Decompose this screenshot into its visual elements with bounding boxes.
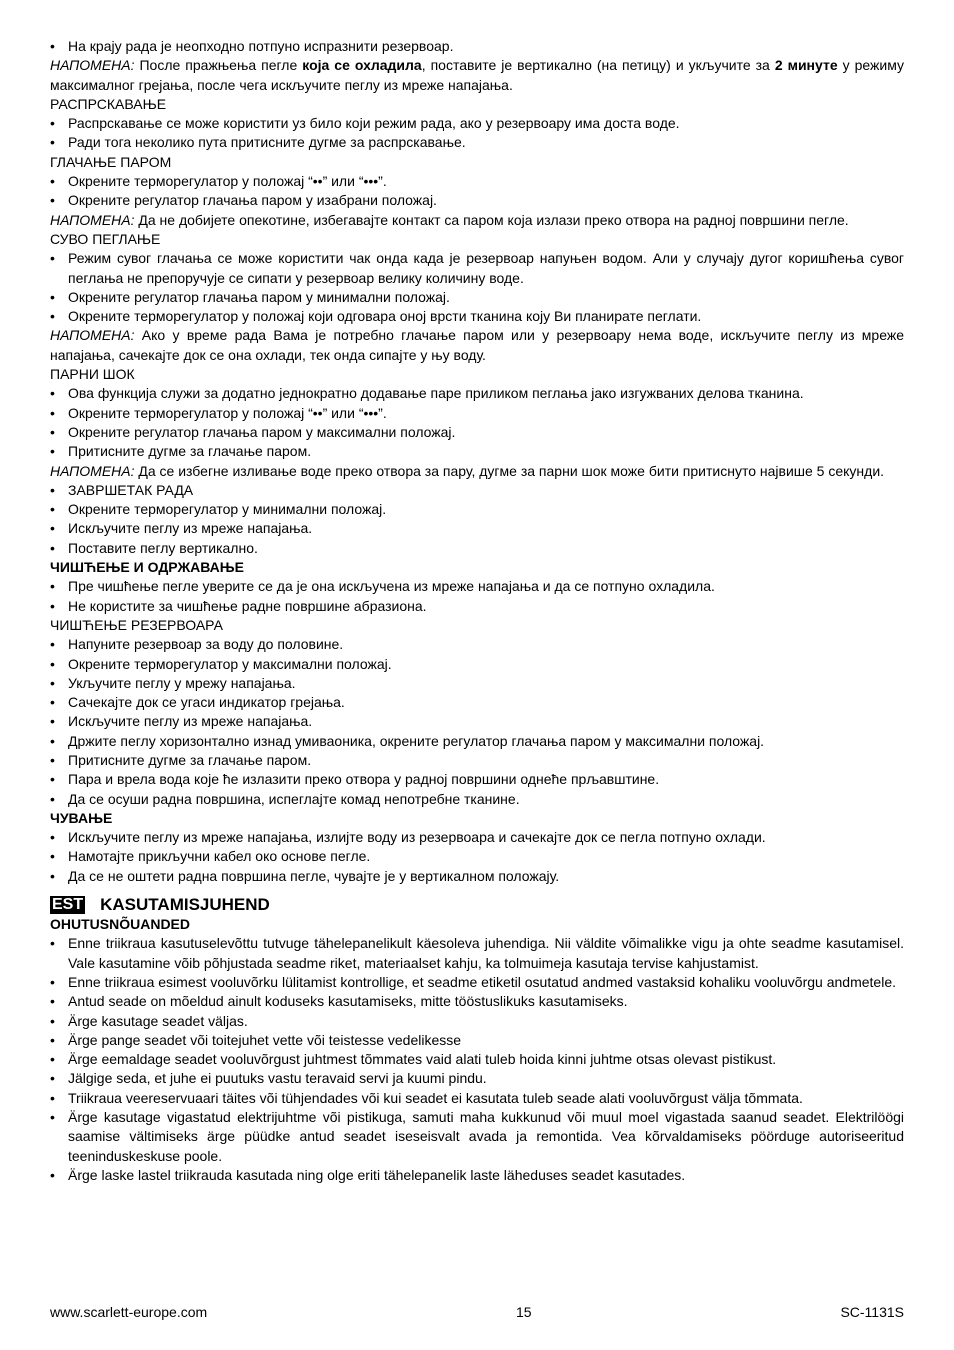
list-item-text: Ова функција служи за додатно једнократно додавање паре приликом пеглања јако изгужваних делова тканина. bbox=[68, 385, 804, 402]
list-item bbox=[50, 249, 904, 288]
list-item-text: Ärge eemaldage seadet vooluvõrgust juhtmest tõmmates vaid alati tuleb hoida kinni juhtme otsas olevast pistikust. bbox=[68, 1051, 777, 1068]
document-body bbox=[50, 37, 904, 1185]
bullet-glyph: • bbox=[50, 1109, 55, 1126]
bullet-glyph: • bbox=[50, 308, 55, 325]
section-heading-steam: ГЛАЧАЊЕ ПАРОМ bbox=[50, 153, 172, 170]
list-steam-shock bbox=[50, 384, 904, 461]
bullet-glyph: • bbox=[50, 250, 55, 267]
bullet-glyph: • bbox=[50, 674, 55, 691]
list-item bbox=[50, 519, 904, 538]
list-item bbox=[50, 973, 904, 992]
bullet-glyph: • bbox=[50, 539, 55, 556]
bullet-glyph: • bbox=[50, 751, 55, 768]
list-item-text: Ärge kasutage seadet väljas. bbox=[68, 1012, 248, 1029]
language-badge: EST bbox=[52, 896, 84, 914]
note-paragraph: НАПОМЕНА: Ако у време рада Вама је потребно глачање паром или у резервоару нема воде, искључите пеглу из мреже напајања, сачекајте док се она охлади, тек онда сипајте у њу воду. bbox=[50, 327, 904, 363]
bullet-glyph: • bbox=[50, 1031, 55, 1048]
list-item bbox=[50, 751, 904, 770]
bullet-glyph: • bbox=[50, 404, 55, 421]
page-footer bbox=[50, 1304, 904, 1320]
list-item-text: Не користите за чишћење радне површине абразиона. bbox=[68, 597, 427, 614]
list-item-text: Окрените регулатор глачања паром у максимални положај. bbox=[68, 423, 456, 440]
list-item bbox=[50, 674, 904, 693]
section-heading-dry: СУВО ПЕГЛАЊЕ bbox=[50, 230, 161, 247]
bullet-glyph: • bbox=[50, 443, 55, 460]
note-paragraph: НАПОМЕНА: Да се избегне изливање воде преко отвора за пару, дугме за парни шок може бити притиснуто највише 5 секунди. bbox=[50, 462, 885, 479]
list-steam bbox=[50, 172, 904, 211]
list-item-text: Triikraua veereservuaari täites või tühjendades või kui seadet ei kasutata tuleb seade alati vooluvõrgust välja tõmmata. bbox=[68, 1089, 803, 1106]
list-item-text: Ради тога неколико пута притисните дугме за распрскавање. bbox=[68, 134, 466, 151]
bullet-glyph: • bbox=[50, 134, 55, 151]
note-paragraph: НАПОМЕНА: После пражњења пегле која се охладила, поставите је вертикално (на петицу) и укључите за 2 минуте у режиму максималног грејања, после чега искључите пеглу из мреже напајања. bbox=[50, 57, 904, 93]
list-item bbox=[50, 635, 904, 654]
list-item-text: Искључите пеглу из мреже напајања. bbox=[68, 713, 313, 730]
bullet-glyph: • bbox=[50, 1166, 55, 1183]
list-item-text: Enne triikraua kasutuselevõttu tutvuge tähelepanelikult käesoleva juhendiga. Nii väldite võimalikke vigu ja ohte seadme kasutamisel. Vale kasutamine võib põhjustada seadme riket, materiaalset kahju, ka tolmuimeja kasutaja tervise kahjustamist. bbox=[68, 935, 904, 971]
section-heading-cleaning: ЧИШЋЕЊЕ И ОДРЖАВАЊЕ bbox=[50, 559, 244, 576]
list-item bbox=[50, 1050, 904, 1069]
list-item-text: Сачекајте док се угаси индикатор грејања. bbox=[68, 694, 345, 711]
list-item-text: Окрените терморегулатор у положај “••” или “•••”. bbox=[68, 173, 387, 190]
bullet-glyph: • bbox=[50, 520, 55, 537]
list-item-text: Да се осуши радна површина, испеглајте комад непотребне тканине. bbox=[68, 790, 520, 807]
bullet-glyph: • bbox=[50, 578, 55, 595]
list-item bbox=[50, 597, 904, 616]
list-item bbox=[50, 481, 904, 500]
bullet-glyph: • bbox=[50, 771, 55, 788]
bullet-glyph: • bbox=[50, 1012, 55, 1029]
list-item-text: Окрените регулатор глачања паром у изабрани положај. bbox=[68, 192, 437, 209]
list-item-text: Jälgige seda, et juhe ei puutuks vastu teravaid servi ja kuumi pindu. bbox=[68, 1070, 487, 1087]
list-item: • На крају рада је неопходно потпуно испразнити резервоар. bbox=[50, 38, 454, 54]
list-item-text: Antud seade on mõeldud ainult koduseks kasutamiseks, mitte tööstuslikuks kasutamiseks. bbox=[68, 993, 628, 1010]
list-item-text: Окрените регулатор глачања паром у минимални положај. bbox=[68, 288, 450, 305]
list-item bbox=[50, 1166, 904, 1185]
note-paragraph: НАПОМЕНА: Да не добијете опекотине, избегавајте контакт са паром која излази преко отвора на радној површини пегле. bbox=[50, 211, 849, 228]
list-item-text: Окрените терморегулатор у минимални положај. bbox=[68, 501, 387, 518]
list-item bbox=[50, 1069, 904, 1088]
bullet-glyph: • bbox=[50, 597, 55, 614]
list-item bbox=[50, 770, 904, 789]
bullet-glyph: • bbox=[50, 1070, 55, 1087]
list-item bbox=[50, 500, 904, 519]
list-item bbox=[50, 828, 904, 847]
list-item bbox=[50, 133, 904, 152]
section-heading-tank-cleaning: ЧИШЋЕЊЕ РЕЗЕРВОАРА bbox=[50, 616, 223, 633]
bullet-glyph: • bbox=[50, 993, 55, 1010]
bullet-glyph: • bbox=[50, 636, 55, 653]
section-heading-storage: ЧУВАЊЕ bbox=[50, 809, 113, 826]
list-item bbox=[50, 1108, 904, 1166]
list-item bbox=[50, 1012, 904, 1031]
list-item bbox=[50, 693, 904, 712]
list-item-text: Да се не оштети радна површина пегле, чувајте је у вертикалном положају. bbox=[68, 867, 560, 884]
list-item-text: Ärge kasutage vigastatud elektrijuhtme või pistikuga, samuti maha kukkunud või muul moel vigastada saanud seadet. Elektrilöögi saamise vältimiseks ärge püüdke antud seadet iseseisvalt avada ja remontida. Vea kõrvaldamiseks pöörduge autoriseeritud teeninduskeskuse poole. bbox=[68, 1109, 904, 1164]
list-item bbox=[50, 867, 904, 886]
list-item-text: Ärge laske lastel triikrauda kasutada ning olge eriti tähelepanelik laste läheduses seadet kasutades. bbox=[68, 1166, 686, 1183]
bullet-glyph: • bbox=[50, 501, 55, 518]
list-item bbox=[50, 172, 904, 191]
bullet-glyph: • bbox=[50, 694, 55, 711]
bullet-glyph: • bbox=[50, 973, 55, 990]
list-item bbox=[50, 712, 904, 731]
bullet-glyph: • bbox=[50, 867, 55, 884]
list-item-text: Окрените терморегулатор у максимални положај. bbox=[68, 655, 392, 672]
list-item-text: ЗАВРШЕТАК РАДА bbox=[68, 481, 194, 498]
list-item bbox=[50, 577, 904, 596]
list-end-of-work bbox=[50, 481, 904, 558]
list-spray bbox=[50, 114, 904, 153]
list-item bbox=[50, 934, 904, 973]
list-item-text: Притисните дугме за глачање паром. bbox=[68, 443, 312, 460]
list-item bbox=[50, 384, 904, 403]
list-item bbox=[50, 288, 904, 307]
list-item-text: Распрскавање се може користити уз било који режим рада, ако у резервоару има доста воде. bbox=[68, 115, 680, 132]
list-item-text: Напуните резервоар за воду до половине. bbox=[68, 636, 344, 653]
bullet-glyph: • bbox=[50, 1051, 55, 1068]
list-item-text: Окрените терморегулатор у положај који одговара оној врсти тканина коју Ви планирате пеглати. bbox=[68, 308, 702, 325]
list-item-text: Enne triikraua esimest vooluvõrku lülitamist kontrollige, et seadme etiketil osutatud andmed vastaksid kohaliku vooluvõrgu andmetele. bbox=[68, 973, 896, 990]
bullet-glyph: • bbox=[50, 288, 55, 305]
list-item bbox=[50, 992, 904, 1011]
page-number: 15 bbox=[516, 1304, 532, 1320]
list-item bbox=[50, 423, 904, 442]
list-item bbox=[50, 539, 904, 558]
model-number: SC-1131S bbox=[840, 1304, 904, 1320]
bullet-glyph: • bbox=[50, 713, 55, 730]
list-dry bbox=[50, 249, 904, 326]
bullet-glyph: • bbox=[50, 732, 55, 749]
bullet-glyph: • bbox=[50, 115, 55, 132]
footer-website: www.scarlett-europe.com bbox=[50, 1304, 208, 1320]
bullet-glyph: • bbox=[50, 790, 55, 807]
list-item-text: Окрените терморегулатор у положај “••” или “•••”. bbox=[68, 404, 387, 421]
section-heading-safety: OHUTUSNÕUANDED bbox=[50, 916, 190, 933]
section-title: KASUTAMISJUHEND bbox=[100, 895, 270, 915]
list-item-text: Притисните дугме за глачање паром. bbox=[68, 751, 312, 768]
list-safety bbox=[50, 934, 904, 1185]
bullet-glyph: • bbox=[50, 385, 55, 402]
list-item bbox=[50, 732, 904, 751]
list-item-text: Искључите пеглу из мреже напајања, излијте воду из резервоара и сачекајте док се пегла потпуно охлади. bbox=[68, 829, 766, 846]
list-item-text: Пара и врела вода које ће излазити преко отвора у радној површини однеће прљавштине. bbox=[68, 771, 660, 788]
list-item-text: Режим сувог глачања се може користити чак онда када је резервоар напуњен водом. Али у случају дугог коришћења сувог пеглања не препоручује се сипати у резервоар велику количину воде. bbox=[68, 250, 904, 286]
bullet-glyph: • bbox=[50, 655, 55, 672]
list-cleaning bbox=[50, 577, 904, 616]
list-item bbox=[50, 191, 904, 210]
section-heading-steam-shock: ПАРНИ ШОК bbox=[50, 366, 135, 383]
section-heading-spray: РАСПРСКАВАЊЕ bbox=[50, 95, 167, 112]
list-item bbox=[50, 847, 904, 866]
bullet-glyph: • bbox=[50, 423, 55, 440]
bullet-glyph: • bbox=[50, 192, 55, 209]
list-item bbox=[50, 307, 904, 326]
list-item-text: Држите пеглу хоризонтално изнад умиваоника, окрените регулатор глачања паром у максимални положај. bbox=[68, 732, 765, 749]
list-item bbox=[50, 655, 904, 674]
list-item-text: Пре чишћење пегле уверите се да је она искључена из мреже напајања и да се потпуно охладила. bbox=[68, 578, 715, 595]
bullet-glyph: • bbox=[50, 848, 55, 865]
list-item-text: Искључите пеглу из мреже напајања. bbox=[68, 520, 313, 537]
bullet-glyph: • bbox=[50, 173, 55, 190]
bullet-glyph: • bbox=[50, 481, 55, 498]
list-item bbox=[50, 790, 904, 809]
list-item bbox=[50, 404, 904, 423]
list-item bbox=[50, 442, 904, 461]
list-item-text: Поставите пеглу вертикално. bbox=[68, 539, 258, 556]
list-item bbox=[50, 114, 904, 133]
list-item-text: Ärge pange seadet või toitejuhet vette või teistesse vedelikesse bbox=[68, 1031, 462, 1048]
bullet-glyph: • bbox=[50, 935, 55, 952]
language-section-header bbox=[50, 895, 904, 915]
list-item-text: Укључите пеглу у мрежу напајања. bbox=[68, 674, 296, 691]
list-item bbox=[50, 1089, 904, 1108]
list-storage bbox=[50, 828, 904, 886]
list-item bbox=[50, 1031, 904, 1050]
list-item-text: Намотајте прикључни кабел око основе пегле. bbox=[68, 848, 371, 865]
bullet-glyph: • bbox=[50, 1089, 55, 1106]
list-tank-cleaning bbox=[50, 635, 904, 809]
bullet-glyph: • bbox=[50, 829, 55, 846]
